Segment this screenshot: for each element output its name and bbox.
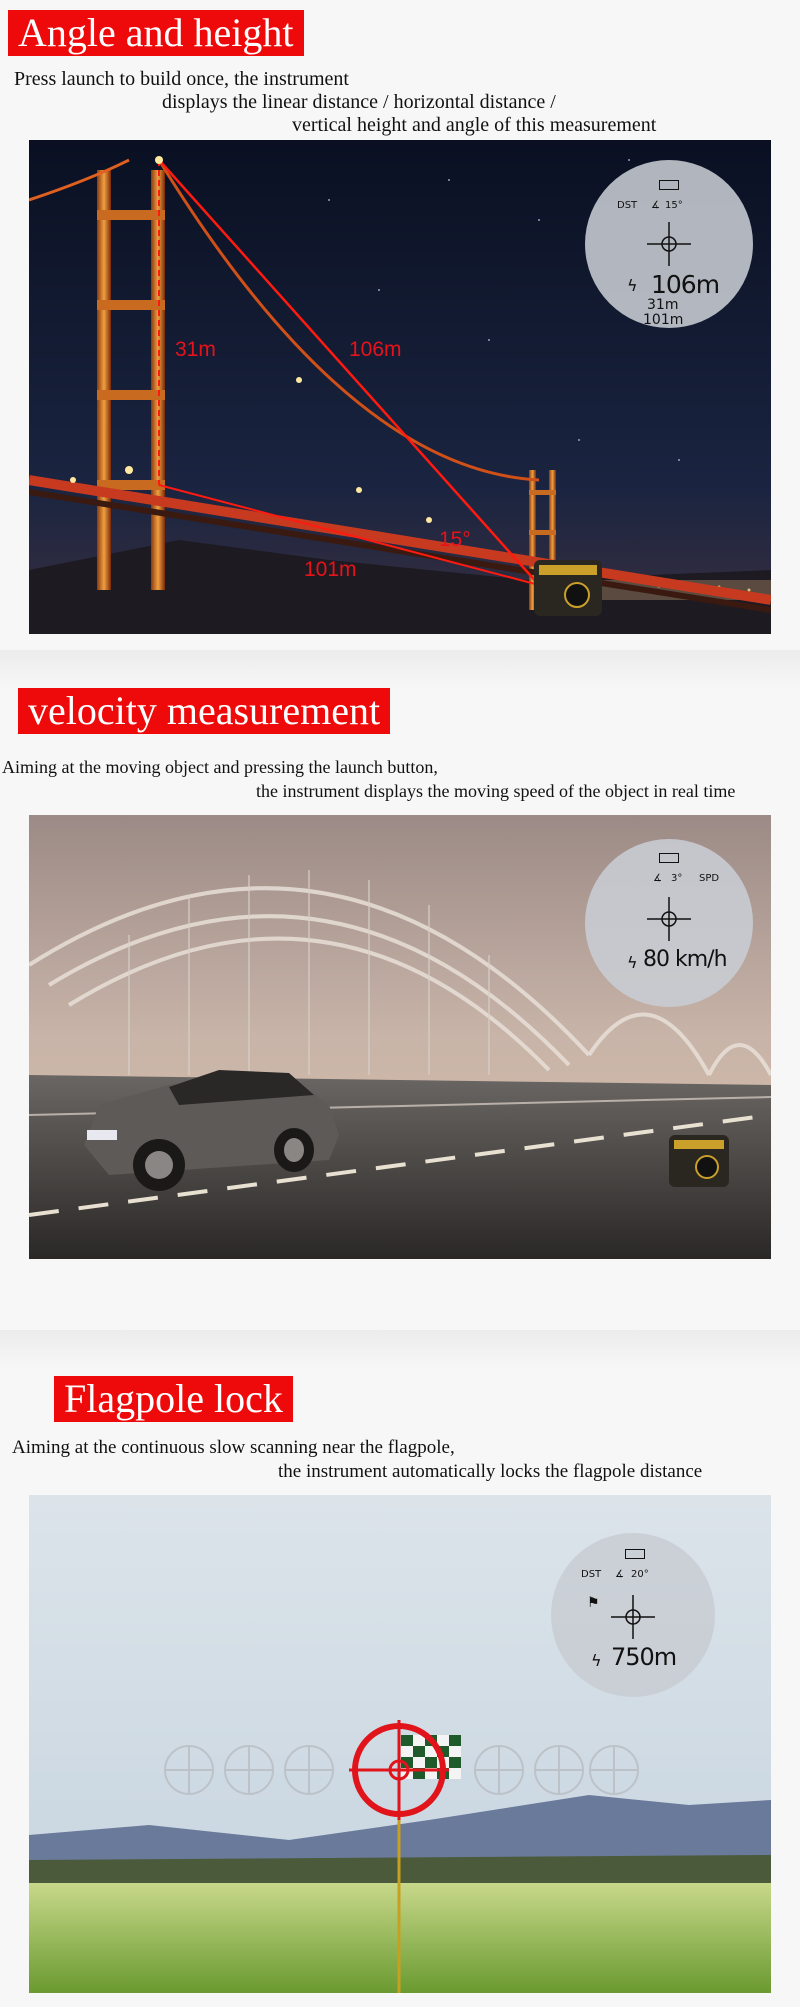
section-description-line: the instrument displays the moving speed of the object in real time [256, 781, 736, 801]
angle-value: 15° [665, 200, 683, 211]
crosshair-icon [647, 222, 691, 266]
angle-icon: ∡ [651, 200, 660, 211]
horizontal-distance-annotation: 101m [304, 558, 357, 581]
battery-icon [659, 180, 679, 190]
section-divider [0, 650, 800, 690]
laser-bolt-icon: ϟ [627, 953, 638, 972]
rangefinder-display [585, 160, 753, 328]
laser-bolt-icon: ϟ [627, 276, 638, 295]
section-title: Angle and height [8, 10, 304, 56]
main-reading: 106m [651, 270, 720, 299]
secondary-reading: 31m [647, 297, 679, 313]
battery-icon [659, 853, 679, 863]
battery-icon [625, 1549, 645, 1559]
section-flagpole-lock [0, 1330, 800, 2007]
section-divider [0, 1330, 800, 1370]
section-description-line: Aiming at the continuous slow scanning near the flagpole, [12, 1437, 455, 1458]
section-angle-height [0, 0, 800, 650]
mode-label: DST [581, 1569, 602, 1580]
bridge-night-photo [29, 140, 771, 634]
angle-value: 20° [631, 1569, 649, 1580]
angle-annotation: 15° [439, 528, 471, 551]
section-description-line: Press launch to build once, the instrument [14, 68, 349, 90]
angle-icon: ∡ [653, 873, 662, 884]
main-reading: 750m [611, 1643, 677, 1671]
height-annotation: 31m [175, 338, 216, 361]
rangefinder-display [585, 839, 753, 1007]
mode-label: SPD [699, 873, 720, 884]
flag-cursor-icon: ⚑ [587, 1595, 600, 1611]
mode-label: DST [617, 200, 638, 211]
highway-car-photo [29, 815, 771, 1259]
section-velocity [0, 650, 800, 1330]
main-reading: 80 km/h [643, 947, 727, 972]
rangefinder-display [551, 1533, 715, 1697]
crosshair-icon [611, 1595, 655, 1639]
angle-icon: ∡ [615, 1569, 624, 1580]
section-description-line: the instrument automatically locks the flagpole distance [278, 1461, 703, 1482]
section-description-line: Aiming at the moving object and pressing the launch button, [2, 757, 438, 777]
section-title: Flagpole lock [54, 1376, 293, 1422]
golf-course-photo [29, 1495, 771, 1993]
section-description-line: displays the linear distance / horizontal distance / [162, 91, 556, 113]
section-title: velocity measurement [18, 688, 390, 734]
crosshair-icon [647, 897, 691, 941]
laser-bolt-icon: ϟ [591, 1651, 602, 1670]
section-description-line: vertical height and angle of this measurement [292, 114, 657, 136]
secondary-reading: 101m [643, 312, 684, 328]
line-distance-annotation: 106m [349, 338, 402, 361]
angle-value: 3° [671, 873, 683, 884]
